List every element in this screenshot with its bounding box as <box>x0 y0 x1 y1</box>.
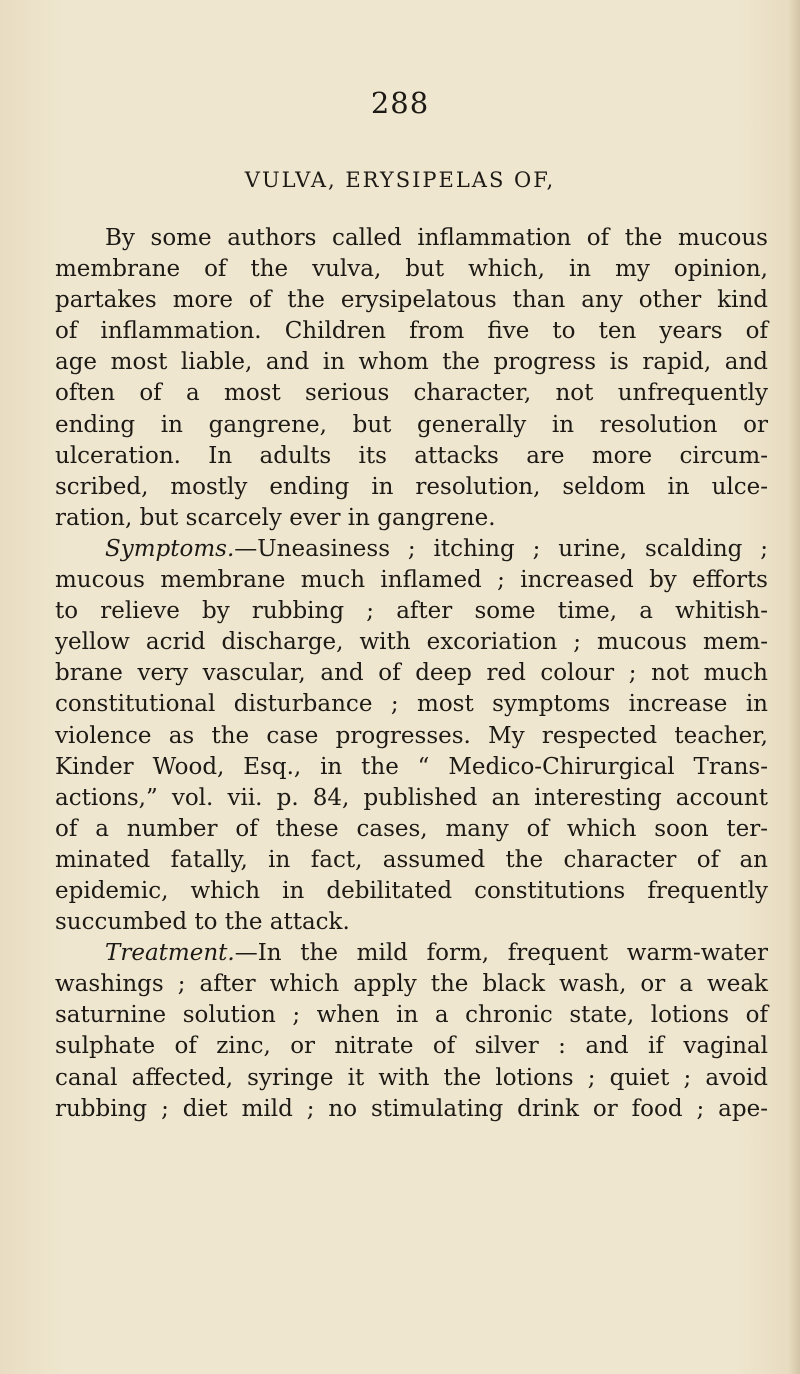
text-line: sulphate of zinc, or nitrate of silver : and if vaginal <box>55 1033 768 1060</box>
text-line: Treatment.—In the mild form, frequent warm-water <box>105 940 768 967</box>
paragraph-introduction <box>55 223 768 534</box>
text-line: constitutional disturbance ; most symptoms increase in <box>55 691 768 718</box>
text-line: of a number of these cases, many of which soon ter- <box>55 815 768 842</box>
text-line: By some authors called inflammation of the mucous <box>105 225 768 251</box>
body-text <box>55 223 768 1125</box>
text-line: Kinder Wood, Esq., in the “ Medico-Chirurgical Trans- <box>55 753 768 780</box>
text-line: yellow acrid discharge, with excoriation ; mucous mem- <box>55 629 768 656</box>
paragraph-treatment <box>55 938 768 1125</box>
page-number: 288 <box>370 86 430 120</box>
text-line: minated fatally, in fact, assumed the character of an <box>55 846 768 873</box>
text-line: washings ; after which apply the black wash, or a weak <box>55 971 768 998</box>
text-line: to relieve by rubbing ; after some time, a whitish- <box>55 598 768 625</box>
text-line: actions,” vol. vii. p. 84, published an interesting account <box>55 784 768 811</box>
entry-heading: VULVA, ERYSIPELAS OF, <box>244 168 556 192</box>
text-line: ulceration. In adults its attacks are more circum- <box>55 442 768 469</box>
text-line: rubbing ; diet mild ; no stimulating drink or food ; ape- <box>55 1095 768 1122</box>
text-line: succumbed to the attack. <box>55 909 350 936</box>
text-line: mucous membrane much inflamed ; increased by efforts <box>55 567 768 594</box>
text-line: violence as the case progresses. My respected teacher, <box>55 722 768 749</box>
text-line: canal affected, syringe it with the lotions ; quiet ; avoid <box>55 1064 768 1091</box>
text-line: age most liable, and in whom the progress is rapid, and <box>55 349 768 376</box>
symptoms-lead: Symptoms. <box>105 535 235 562</box>
paragraph-symptoms <box>55 534 768 938</box>
text-line: Symptoms.—Uneasiness ; itching ; urine, scalding ; <box>105 535 768 562</box>
treatment-lead: Treatment. <box>105 940 235 967</box>
text-line: ration, but scarcely ever in gangrene. <box>55 504 496 531</box>
text-line: ending in gangrene, but generally in resolution or <box>55 411 768 438</box>
text-line: epidemic, which in debilitated constitutions frequently <box>55 877 768 904</box>
text-line: partakes more of the erysipelatous than any other kind <box>55 287 768 314</box>
text-line: brane very vascular, and of deep red colour ; not much <box>55 660 768 687</box>
text-line: saturnine solution ; when in a chronic state, lotions of <box>55 1002 768 1029</box>
text-line: scribed, mostly ending in resolution, seldom in ulce- <box>55 473 768 500</box>
page-edge-shadow <box>788 0 800 1374</box>
text-line: membrane of the vulva, but which, in my opinion, <box>55 256 768 283</box>
text-line: of inflammation. Children from five to ten years of <box>55 318 768 345</box>
text-line: often of a most serious character, not unfrequently <box>55 380 768 407</box>
